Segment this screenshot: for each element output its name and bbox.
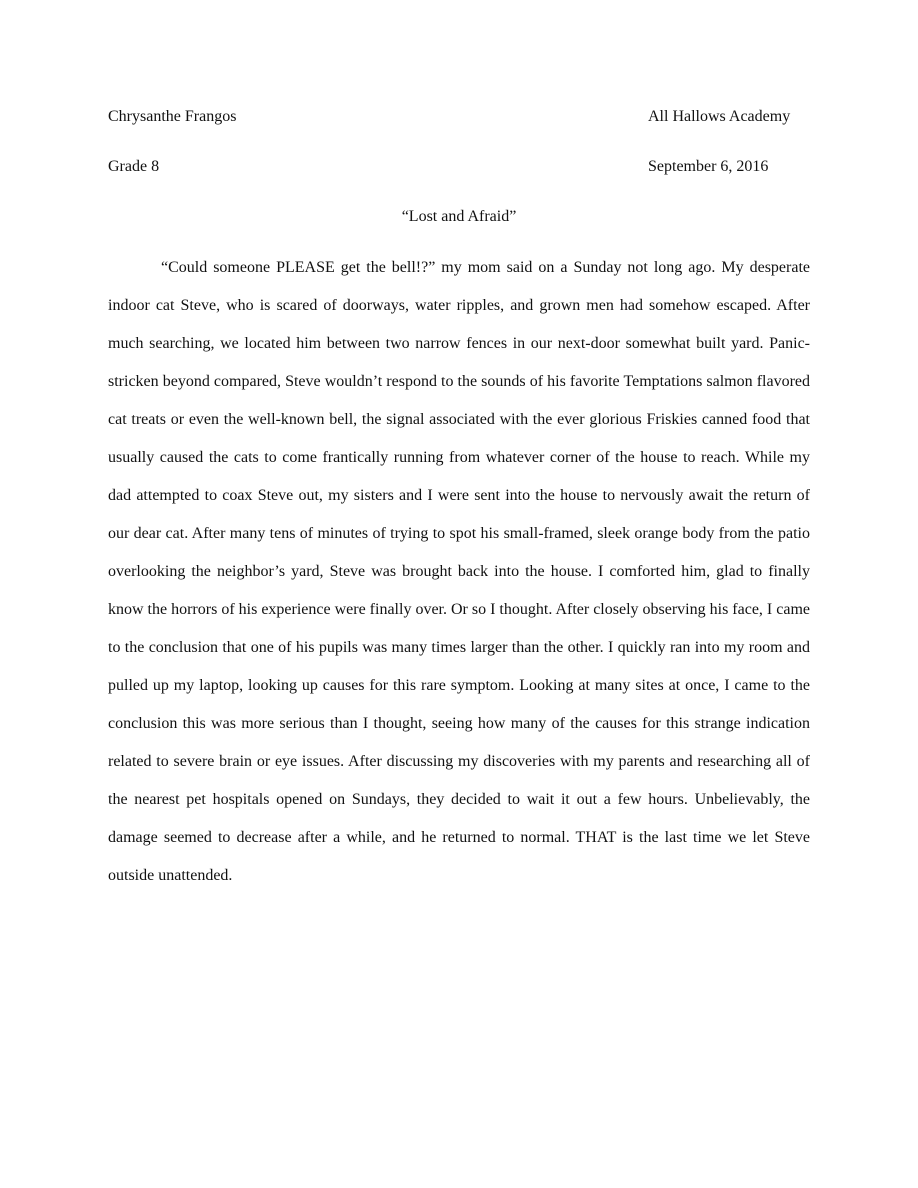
grade-level: Grade 8 bbox=[108, 158, 160, 175]
school-name: All Hallows Academy bbox=[648, 108, 791, 125]
essay-date: September 6, 2016 bbox=[648, 158, 769, 175]
essay-title: “Lost and Afraid” bbox=[401, 208, 517, 225]
author-name: Chrysanthe Frangos bbox=[108, 108, 237, 125]
essay-body: “Could someone PLEASE get the bell!?” my mom said on a Sunday not long ago. My desperate indoor cat Steve, who is scared of doorways, water ripples, and grown men had somehow escaped. After much searching, we located him between two narrow fences in our next-door somewhat built yard. Panic-stricken beyond compared, Steve wouldn’t respond to the sounds of his favorite Temptations salmon flavored cat treats or even the well-known bell, the signal associated with the ever glorious Friskies canned food that usually caused the cats to come frantically running from whatever corner of the house to reach. While my dad attempted to coax Steve out, my sisters and I were sent into the house to nervously await the return of our dear cat. After many tens of minutes of trying to spot his small-framed, sleek orange body from the patio overlooking the neighbor’s yard, Steve was brought back into the house. I comforted him, glad to finally know the horrors of his experience were finally over. Or so I thought. After closely observing his face, I came to the conclusion that one of his pupils was many times larger than the other. I quickly ran into my room and pulled up my laptop, looking up causes for this rare symptom. Looking at many sites at once, I came to the conclusion this was more serious than I thought, seeing how many of the causes for this strange indication related to severe brain or eye issues. After discussing my discoveries with my parents and researching all of the nearest pet hospitals opened on Sundays, they decided to wait it out a few hours. Unbelievably, the damage seemed to decrease after a while, and he returned to normal. THAT is the last time we let Steve outside unattended. bbox=[108, 259, 810, 884]
